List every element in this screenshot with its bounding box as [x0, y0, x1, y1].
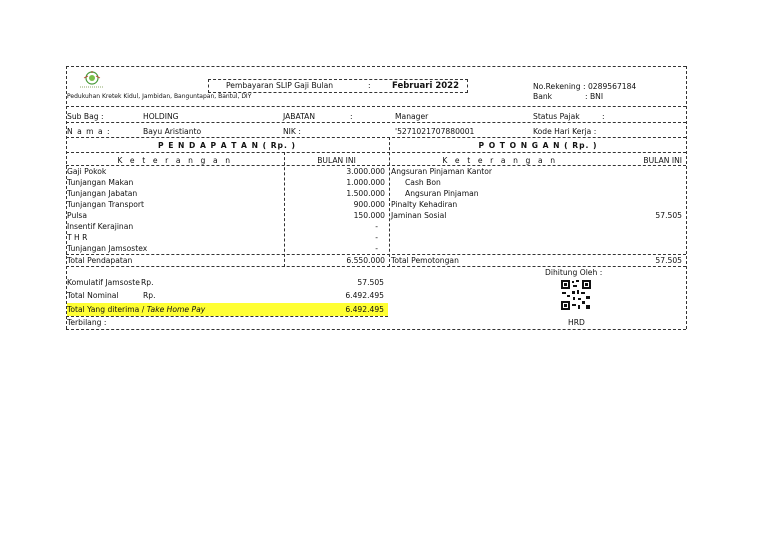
subbag-value: HOLDING	[143, 112, 179, 121]
thp-value: 6.492.495	[345, 305, 384, 314]
pendapatan-row-label: Tunjangan Makan	[67, 178, 134, 187]
total-nominal-value: 6.492.495	[345, 291, 384, 300]
kode-hari-label: Kode Hari Kerja :	[533, 127, 597, 136]
potongan-row-value: 57.505	[655, 211, 682, 220]
jabatan-colon: :	[350, 112, 353, 121]
thp-label-italic: Take Home Pay	[146, 305, 206, 314]
komulatif-rp: Rp.	[141, 278, 154, 287]
bank-value: : BNI	[585, 92, 604, 101]
pendapatan-row-label: Insentif Kerajinan	[67, 222, 134, 231]
potongan-row-label: Jaminan Sosial	[391, 211, 447, 220]
komulatif-label: Komulatif Jamsoste	[67, 278, 140, 287]
dihitung-label: Dihitung Oleh :	[545, 268, 603, 277]
slip-period: Februari 2022	[392, 81, 460, 91]
pendapatan-row-label: Tunjangan Transport	[67, 200, 145, 209]
nama-value: Bayu Aristianto	[143, 127, 202, 136]
total-nominal-label: Total Nominal	[67, 291, 119, 300]
status-pajak-label: Status Pajak	[533, 112, 580, 121]
total-pendapatan-label: Total Pendapatan	[67, 256, 133, 265]
bank-label: Bank	[533, 92, 553, 101]
total-nominal-rp: Rp.	[143, 291, 156, 300]
potongan-row-label: Angsuran Pinjaman Kantor	[391, 167, 493, 176]
total-pendapatan-value: 6.550.000	[346, 256, 385, 265]
pendapatan-row-value: 900.000	[353, 200, 385, 209]
potongan-col-bulan: BULAN INI	[643, 156, 682, 165]
nama-label: N a m a :	[67, 127, 111, 136]
jabatan-value: Manager	[395, 112, 429, 121]
pendapatan-col-bulan: BULAN INI	[317, 156, 356, 165]
subbag-label: Sub Bag :	[67, 112, 104, 121]
pendapatan-row-value: -	[375, 222, 378, 231]
total-potongan-label: Total Pemotongan	[391, 256, 459, 265]
pendapatan-heading: P E N D A P A T A N ( Rp. )	[158, 141, 296, 150]
terbilang-label: Terbilang :	[67, 318, 107, 327]
nik-label: NIK :	[283, 127, 301, 136]
pendapatan-row-value: 150.000	[353, 211, 385, 220]
nik-value: '5271021707880001	[395, 127, 475, 136]
hrd-label: HRD	[568, 318, 585, 327]
potongan-row-label: Angsuran Pinjaman	[405, 189, 479, 198]
pendapatan-row-value: -	[375, 244, 378, 253]
company-logo	[74, 70, 110, 90]
org-address: Pedukuhan Kretek Kidul, Jambidan, Banguntapan, Bantul, DIY	[67, 93, 252, 100]
thp-label-text: Total Yang diterima /	[67, 305, 147, 314]
potongan-row-label: Cash Bon	[405, 178, 441, 187]
qr-code-icon	[560, 279, 592, 311]
pendapatan-row-label: Tunjangan Jamsostex	[67, 244, 148, 253]
pendapatan-row-label: T H R	[67, 233, 88, 242]
komulatif-value: 57.505	[357, 278, 384, 287]
slip-title-colon: :	[368, 81, 371, 90]
total-potongan-value: 57.505	[655, 256, 682, 265]
pendapatan-col-keterangan: K e t e r a n g a n	[117, 156, 233, 165]
pendapatan-row-label: Gaji Pokok	[67, 167, 107, 176]
pendapatan-row-value: 1.500.000	[346, 189, 385, 198]
pendapatan-row-value: 1.000.000	[346, 178, 385, 187]
thp-label	[67, 305, 205, 314]
rekening-label: No.Rekening : 0289567184	[533, 82, 637, 91]
pendapatan-row-label: Pulsa	[67, 211, 87, 220]
status-pajak-colon: :	[602, 112, 605, 121]
pendapatan-row-label: Tunjangan Jabatan	[67, 189, 138, 198]
slip-title: Pembayaran SLIP Gaji Bulan	[226, 81, 334, 90]
pendapatan-row-value: -	[375, 233, 378, 242]
pendapatan-row-value: 3.000.000	[346, 167, 385, 176]
potongan-row-label: Pinalty Kehadiran	[391, 200, 458, 209]
potongan-heading: P O T O N G A N ( Rp. )	[478, 141, 598, 150]
jabatan-label: JABATAN	[283, 112, 316, 121]
potongan-col-keterangan: K e t e r a n g a n	[442, 156, 558, 165]
